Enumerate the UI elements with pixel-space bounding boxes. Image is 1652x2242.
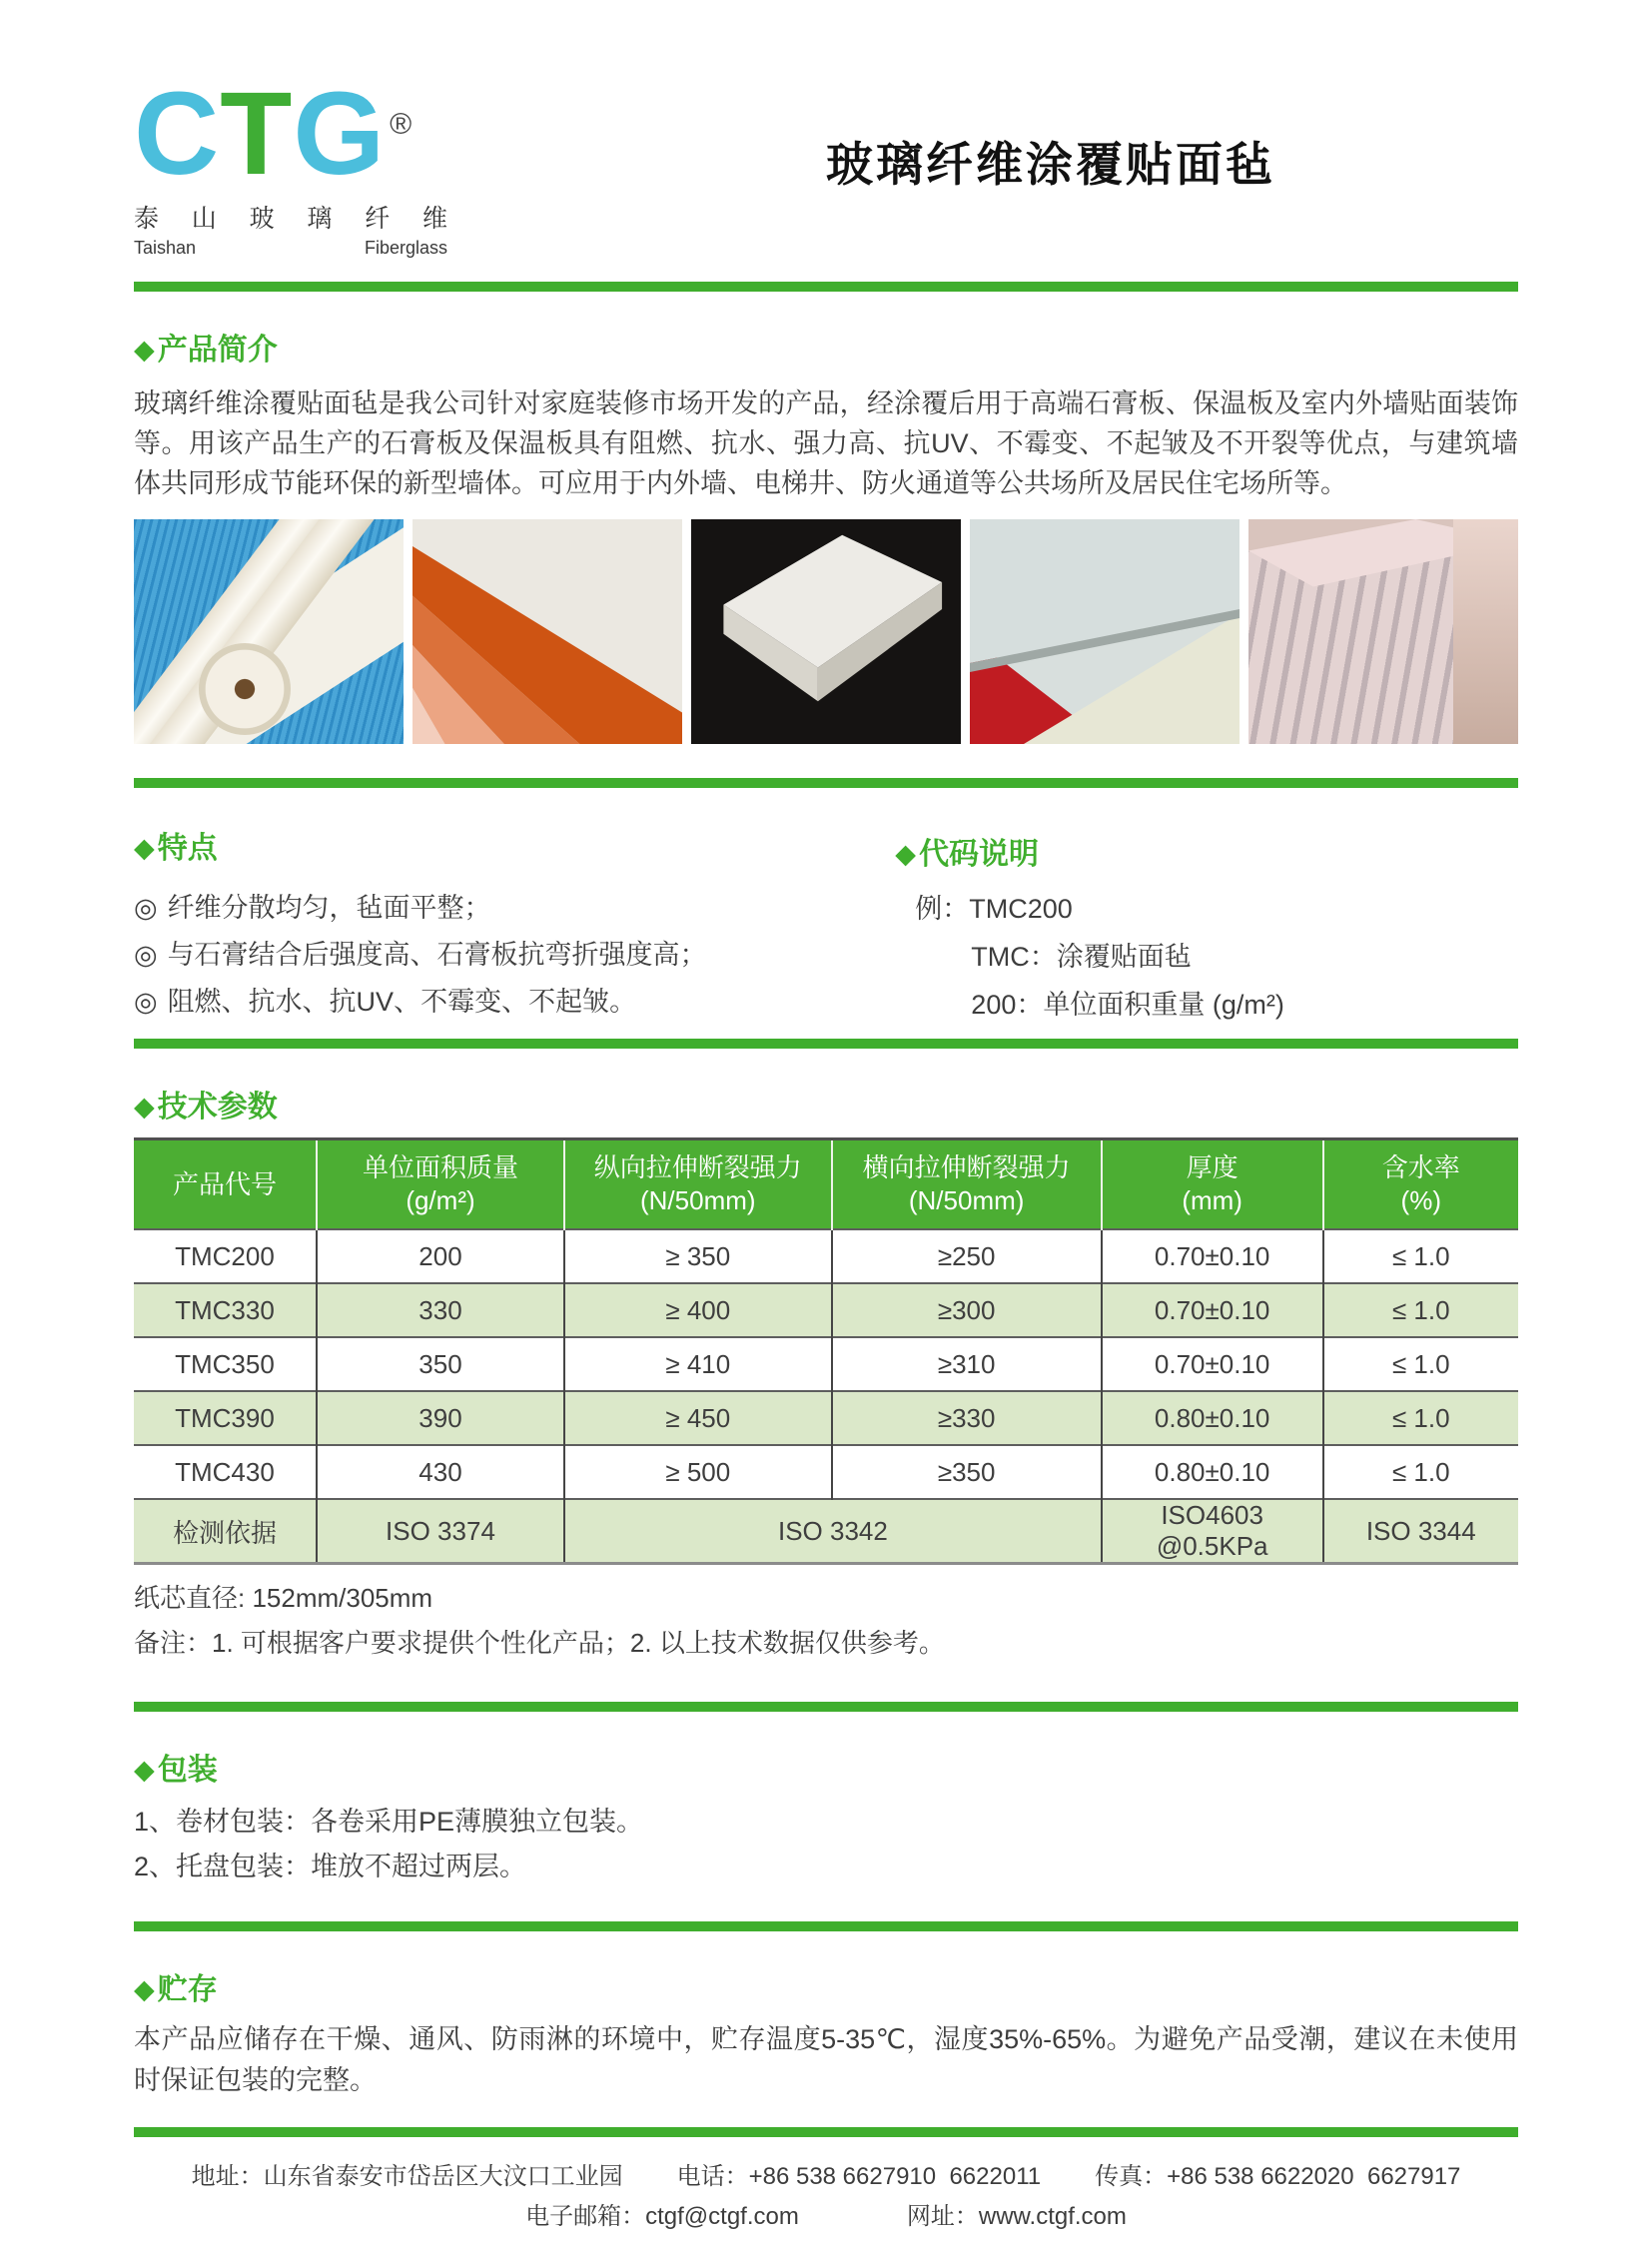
footer-line-1 [134, 2157, 1518, 2197]
packing-list [134, 1800, 1518, 1889]
cell: ≥ 450 [564, 1391, 831, 1445]
col-header-md-tensile: 纵向拉伸断裂强力 (N/50mm) [564, 1139, 831, 1230]
table-row [134, 1337, 1518, 1391]
feature-item [134, 979, 895, 1026]
cell: 检测依据 [134, 1499, 317, 1564]
diamond-icon: ◆ [134, 1754, 155, 1785]
divider-bar [134, 2127, 1518, 2137]
table-row [134, 1283, 1518, 1337]
cell: TMC330 [134, 1283, 317, 1337]
table-row [134, 1229, 1518, 1283]
code-line [915, 981, 1518, 1029]
footer-email[interactable]: 电子邮箱：ctgf@ctgf.com [525, 2203, 799, 2230]
cell: 0.70±0.10 [1102, 1229, 1323, 1283]
code-line [915, 933, 1518, 981]
product-photo-board-corner [691, 519, 961, 744]
code-example [895, 885, 1518, 1029]
cell: 390 [317, 1391, 564, 1445]
section-title-features [134, 832, 895, 865]
section-title-text: 技术参数 [157, 1091, 278, 1123]
cell: 330 [317, 1283, 564, 1337]
code-value: 单位面积重量 (g/m²) [1043, 990, 1284, 1020]
code-key: 200： [971, 990, 1044, 1020]
table-header-row [134, 1139, 1518, 1230]
product-photo-textured-panels [970, 519, 1239, 744]
cell: ≥ 400 [564, 1283, 831, 1337]
section-title-code [895, 838, 1518, 871]
section-title-text: 产品简介 [157, 334, 278, 367]
section-packing [134, 1754, 1518, 1889]
cell: TMC350 [134, 1337, 317, 1391]
footer-website[interactable]: 网址：www.ctgf.com [906, 2203, 1127, 2230]
section-features [134, 832, 895, 1029]
diamond-icon: ◆ [895, 838, 917, 869]
logo-letter-t: T [220, 68, 294, 200]
footer-fax: 传真：+86 538 6622020 6627917 [1095, 2163, 1461, 2190]
feature-text: 纤维分散均匀，毡面平整； [167, 893, 491, 923]
diamond-icon: ◆ [134, 1091, 155, 1121]
section-title-packing [134, 1754, 1518, 1787]
feature-item [134, 932, 895, 979]
logo-chinese-name: 泰山玻璃纤维 [134, 204, 447, 233]
intro-paragraph: 玻璃纤维涂覆贴面毡是我公司针对家庭装修市场开发的产品，经涂覆后用于高端石膏板、保温板及室内外墙贴面装饰等。用该产品生产的石膏板及保温板具有阻燃、抗水、强力高、抗UV、不霉变、不起皱及不开裂等优点，与建筑墙体共同形成节能环保的新型墙体。可应用于内外墙、电梯井、防火通道等公共场所及居民住宅场所等。 [134, 388, 1518, 498]
code-example-value: TMC200 [969, 894, 1073, 924]
footer [134, 2157, 1518, 2237]
col-header-cd-tensile: 横向拉伸断裂强力 (N/50mm) [832, 1139, 1102, 1230]
cell: ISO 3344 [1323, 1499, 1518, 1564]
remark-note: 备注：1. 可根据客户要求提供个性化产品；2. 以上技术数据仅供参考。 [134, 1628, 945, 1658]
ctg-logo-wordmark [134, 68, 463, 200]
feature-item [134, 885, 895, 932]
section-title-text: 包装 [157, 1754, 218, 1787]
cell: TMC390 [134, 1391, 317, 1445]
cell: ≤ 1.0 [1323, 1391, 1518, 1445]
feature-text: 与石膏结合后强度高、石膏板抗弯折强度高； [167, 940, 707, 970]
core-diameter-note: 纸芯直径: 152mm/305mm [134, 1583, 433, 1613]
divider-bar [134, 778, 1518, 788]
packing-item: 2、托盘包装：堆放不超过两层。 [134, 1852, 527, 1881]
footer-line-2 [134, 2197, 1518, 2237]
header [134, 68, 1518, 258]
cell: 0.80±0.10 [1102, 1445, 1323, 1499]
cell: ≤ 1.0 [1323, 1445, 1518, 1499]
cell: 430 [317, 1445, 564, 1499]
col-header-moisture: 含水率 (%) [1323, 1139, 1518, 1230]
cell: 350 [317, 1337, 564, 1391]
logo-letter-g: G [293, 68, 387, 200]
product-photo-mat-rolls [134, 519, 404, 744]
code-value: 涂覆贴面毡 [1056, 942, 1192, 972]
cell: ISO 3342 [564, 1499, 1102, 1564]
footer-address: 地址：山东省泰安市岱岳区大汶口工业园 [191, 2163, 623, 2190]
code-example-line [915, 885, 1518, 933]
title-area [463, 80, 1518, 195]
diamond-icon: ◆ [134, 334, 155, 365]
diamond-icon: ◆ [134, 832, 155, 863]
cell: TMC200 [134, 1229, 317, 1283]
cell: ≥ 500 [564, 1445, 831, 1499]
photo-shape [1453, 519, 1518, 744]
cell: ≥300 [832, 1283, 1102, 1337]
section-code-description [895, 832, 1518, 1029]
table-row [134, 1445, 1518, 1499]
tech-params-table [134, 1137, 1518, 1565]
bullet-icon: ◎ [134, 893, 158, 923]
cell: 0.70±0.10 [1102, 1283, 1323, 1337]
features-list [134, 885, 895, 1026]
cell: ≤ 1.0 [1323, 1229, 1518, 1283]
code-key: TMC： [971, 942, 1057, 972]
section-title-text: 代码说明 [919, 838, 1040, 871]
section-title-text: 贮存 [157, 1973, 218, 2006]
storage-paragraph: 本产品应储存在干燥、通风、防雨淋的环境中，贮存温度5-35℃，湿度35%-65%。为避免产品受潮，建议在未使用时保证包装的完整。 [134, 2024, 1518, 2095]
cell: ≤ 1.0 [1323, 1337, 1518, 1391]
features-code-row [134, 832, 1518, 1029]
section-title-text: 特点 [157, 832, 218, 865]
page-title: 玻璃纤维涂覆贴面毡 [826, 138, 1275, 191]
section-tech-params [134, 1091, 1518, 1662]
cell: ISO4603 @0.5KPa [1102, 1499, 1323, 1564]
cell: ≥250 [832, 1229, 1102, 1283]
cell: ≥330 [832, 1391, 1102, 1445]
col-header-thickness: 厚度 (mm) [1102, 1139, 1323, 1230]
section-title-intro [134, 334, 1518, 367]
divider-bar [134, 1702, 1518, 1712]
table-row [134, 1391, 1518, 1445]
divider-bar [134, 1039, 1518, 1049]
ctg-logo [134, 68, 463, 259]
photo-shape [199, 643, 291, 735]
section-title-storage [134, 1973, 1518, 2006]
code-example-label: 例： [915, 894, 970, 924]
logo-letter-c: C [134, 68, 221, 200]
col-header-product-code: 产品代号 [134, 1139, 317, 1230]
product-photo-board-stack [1248, 519, 1518, 744]
footer-phone: 电话：+86 538 6627910 6622011 [676, 2163, 1042, 2190]
registered-trademark-icon: ® [390, 107, 413, 141]
logo-english-name: Taishan Fiberglass [134, 237, 447, 258]
table-row-test-basis [134, 1499, 1518, 1564]
diamond-icon: ◆ [134, 1973, 155, 2004]
cell: ≥350 [832, 1445, 1102, 1499]
divider-bar [134, 282, 1518, 292]
cell: 0.80±0.10 [1102, 1391, 1323, 1445]
col-header-area-weight: 单位面积质量 (g/m²) [317, 1139, 564, 1230]
cell: ISO 3374 [317, 1499, 564, 1564]
feature-text: 阻燃、抗水、抗UV、不霉变、不起皱。 [167, 987, 637, 1017]
section-product-intro [134, 334, 1518, 503]
divider-bar [134, 1921, 1518, 1931]
page-content [134, 0, 1518, 2237]
product-photos [134, 519, 1518, 744]
product-photo-sheets-fan [413, 519, 682, 744]
section-title-tech [134, 1091, 1518, 1123]
cell: ≥310 [832, 1337, 1102, 1391]
cell: 200 [317, 1229, 564, 1283]
packing-item: 1、卷材包装：各卷采用PE薄膜独立包装。 [134, 1807, 644, 1837]
cell: TMC430 [134, 1445, 317, 1499]
section-storage [134, 1973, 1518, 2101]
cell: 0.70±0.10 [1102, 1337, 1323, 1391]
cell: ≥ 350 [564, 1229, 831, 1283]
cell: ≤ 1.0 [1323, 1283, 1518, 1337]
cell: ≥ 410 [564, 1337, 831, 1391]
bullet-icon: ◎ [134, 940, 158, 970]
bullet-icon: ◎ [134, 987, 158, 1017]
